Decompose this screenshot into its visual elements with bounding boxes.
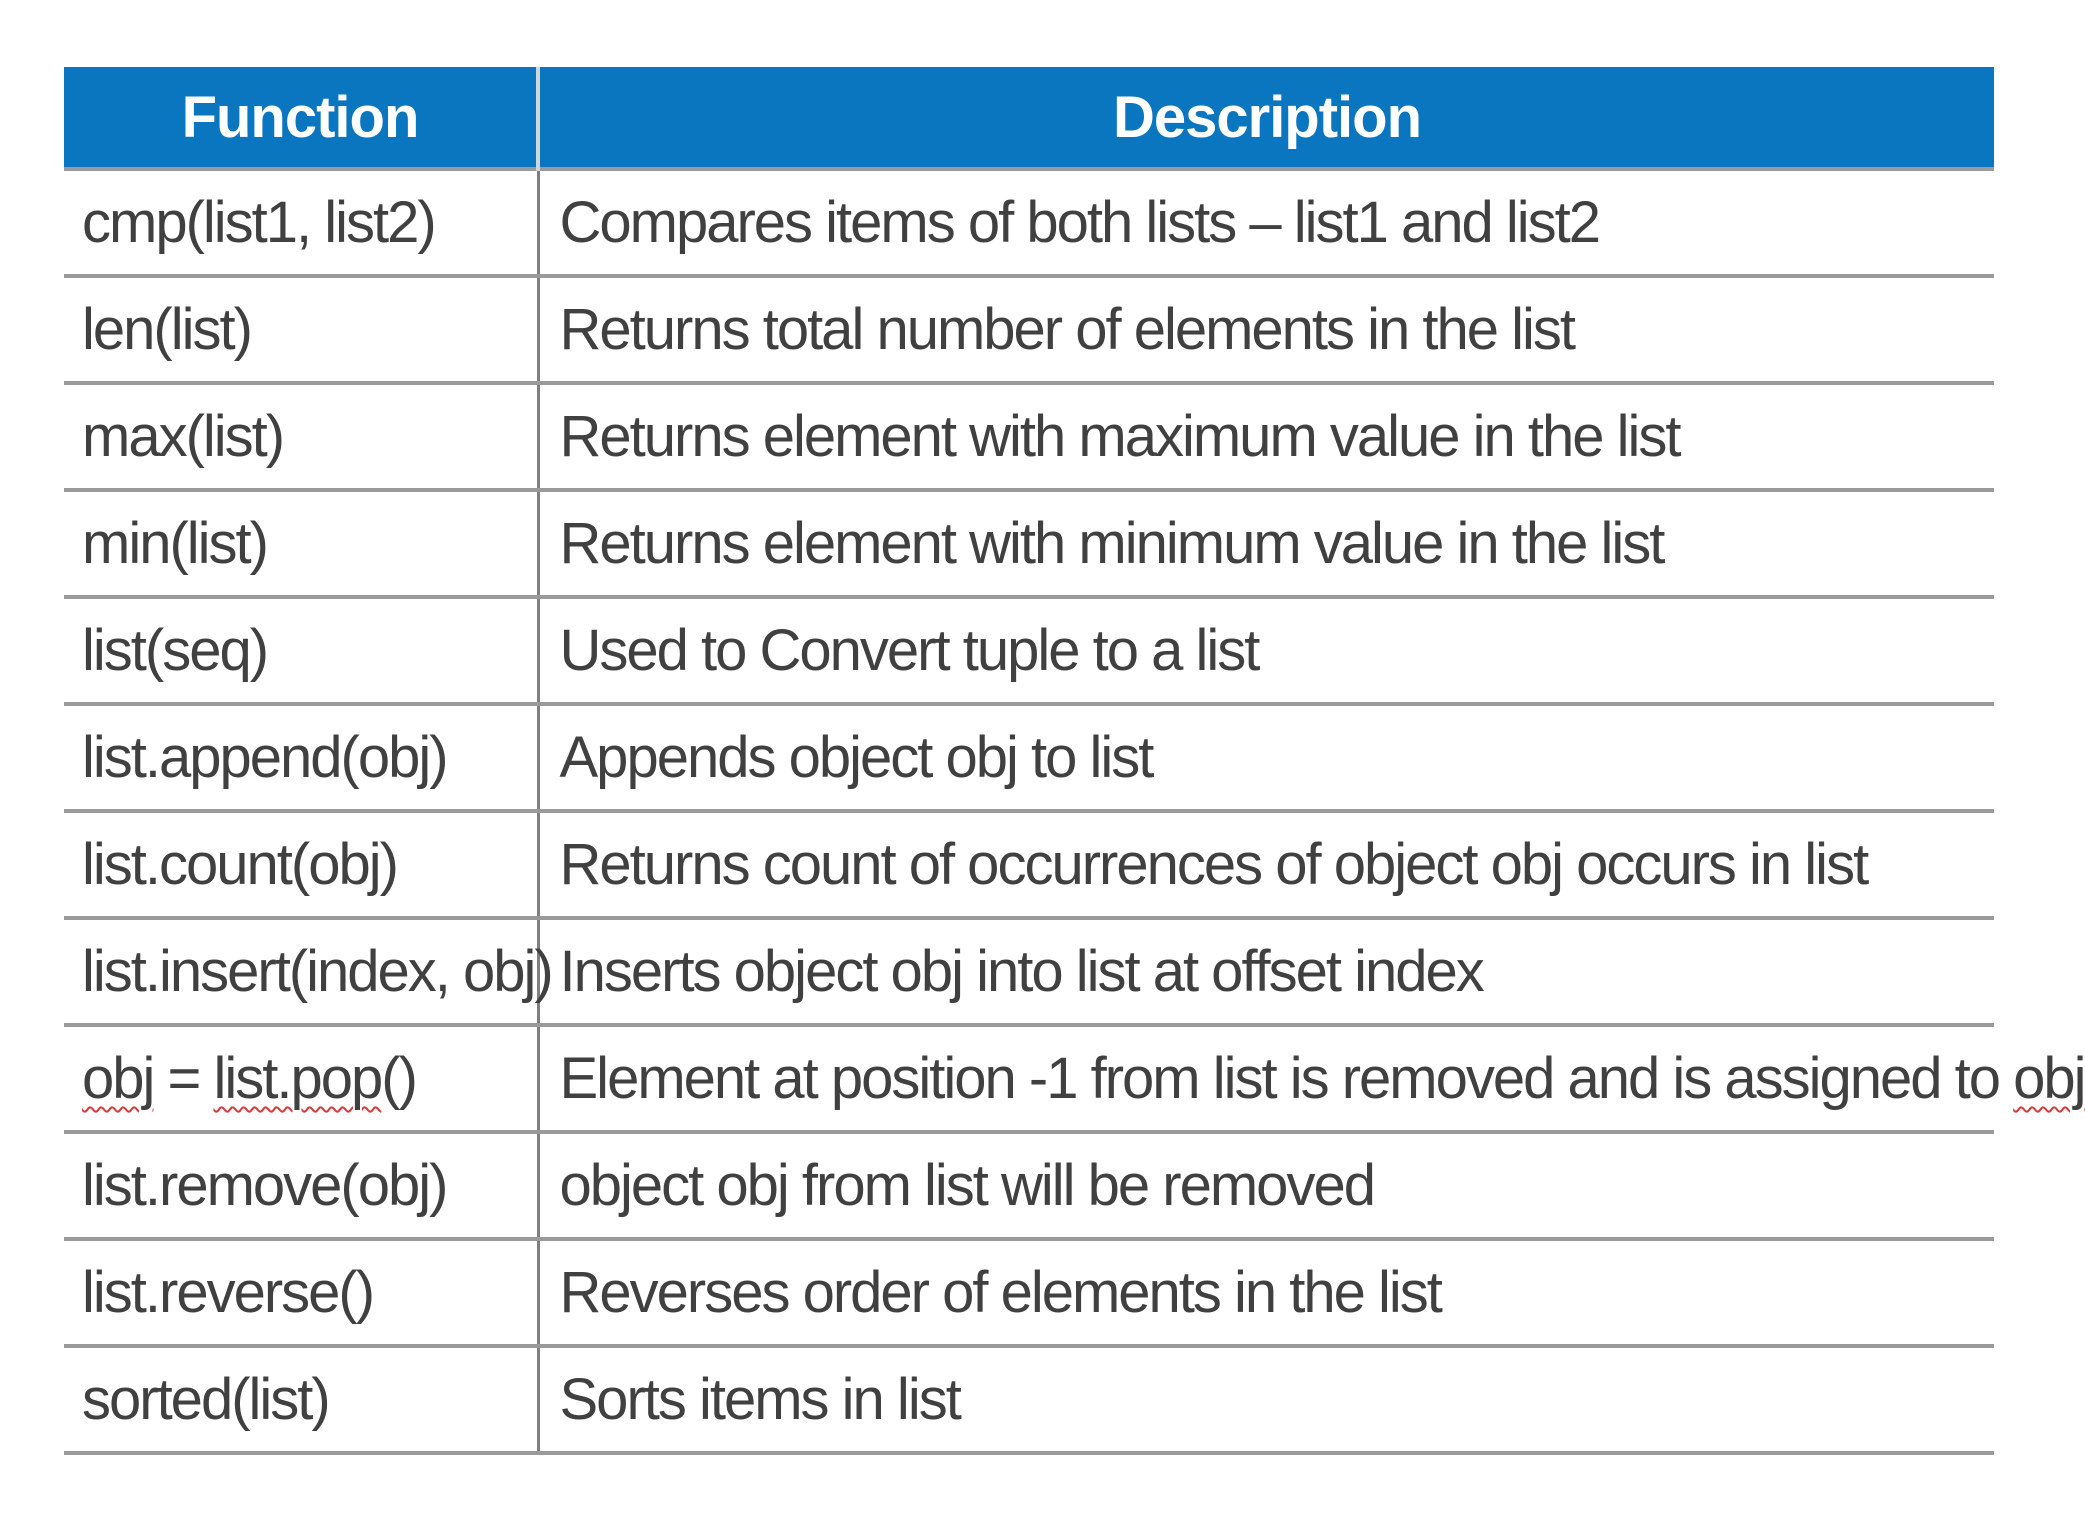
function-cell: sorted(list)	[64, 1346, 538, 1453]
description-cell: Returns count of occurrences of object obj occurs in list	[538, 811, 1994, 918]
function-cell	[64, 1025, 538, 1132]
spellcheck-word: list.pop	[213, 1046, 382, 1111]
function-cell: max(list)	[64, 383, 538, 490]
table-row	[64, 1239, 1994, 1346]
function-text: =	[153, 1046, 214, 1111]
description-cell: Inserts object obj into list at offset index	[538, 918, 1994, 1025]
function-cell: list.insert(index, obj)	[64, 918, 538, 1025]
description-cell: object obj from list will be removed	[538, 1132, 1994, 1239]
functions-table-container	[64, 67, 2085, 1455]
function-cell: list(seq)	[64, 597, 538, 704]
table-row	[64, 1025, 1994, 1132]
table-row	[64, 704, 1994, 811]
table-row	[64, 1346, 1994, 1453]
spellcheck-word: obj	[2013, 1046, 2085, 1111]
table-row	[64, 490, 1994, 597]
table-row	[64, 383, 1994, 490]
table-row	[64, 918, 1994, 1025]
description-cell: Returns element with minimum value in the list	[538, 490, 1994, 597]
description-cell: Used to Convert tuple to a list	[538, 597, 1994, 704]
function-cell: list.count(obj)	[64, 811, 538, 918]
description-text: Element at position -1 from list is removed and is assigned to	[559, 1046, 2014, 1111]
table-row	[64, 169, 1994, 276]
table-row	[64, 811, 1994, 918]
description-cell: Compares items of both lists – list1 and list2	[538, 169, 1994, 276]
list-functions-table	[64, 67, 2085, 1455]
description-cell: Returns total number of elements in the list	[538, 276, 1994, 383]
table-row	[64, 1132, 1994, 1239]
function-cell: list.append(obj)	[64, 704, 538, 811]
function-cell: min(list)	[64, 490, 538, 597]
description-cell: Appends object obj to list	[538, 704, 1994, 811]
function-cell: list.reverse()	[64, 1239, 538, 1346]
function-cell: list.remove(obj)	[64, 1132, 538, 1239]
description-cell: Returns element with maximum value in the list	[538, 383, 1994, 490]
column-header-function: Function	[64, 67, 538, 169]
table-header-row	[64, 67, 1994, 169]
function-cell: cmp(list1, list2)	[64, 169, 538, 276]
table-row	[64, 597, 1994, 704]
column-header-description: Description	[538, 67, 1994, 169]
table-row	[64, 276, 1994, 383]
description-cell: Reverses order of elements in the list	[538, 1239, 1994, 1346]
description-cell	[538, 1025, 2085, 1132]
function-cell: len(list)	[64, 276, 538, 383]
function-text: ()	[381, 1046, 416, 1111]
description-cell: Sorts items in list	[538, 1346, 1994, 1453]
spellcheck-word: obj	[82, 1046, 154, 1111]
